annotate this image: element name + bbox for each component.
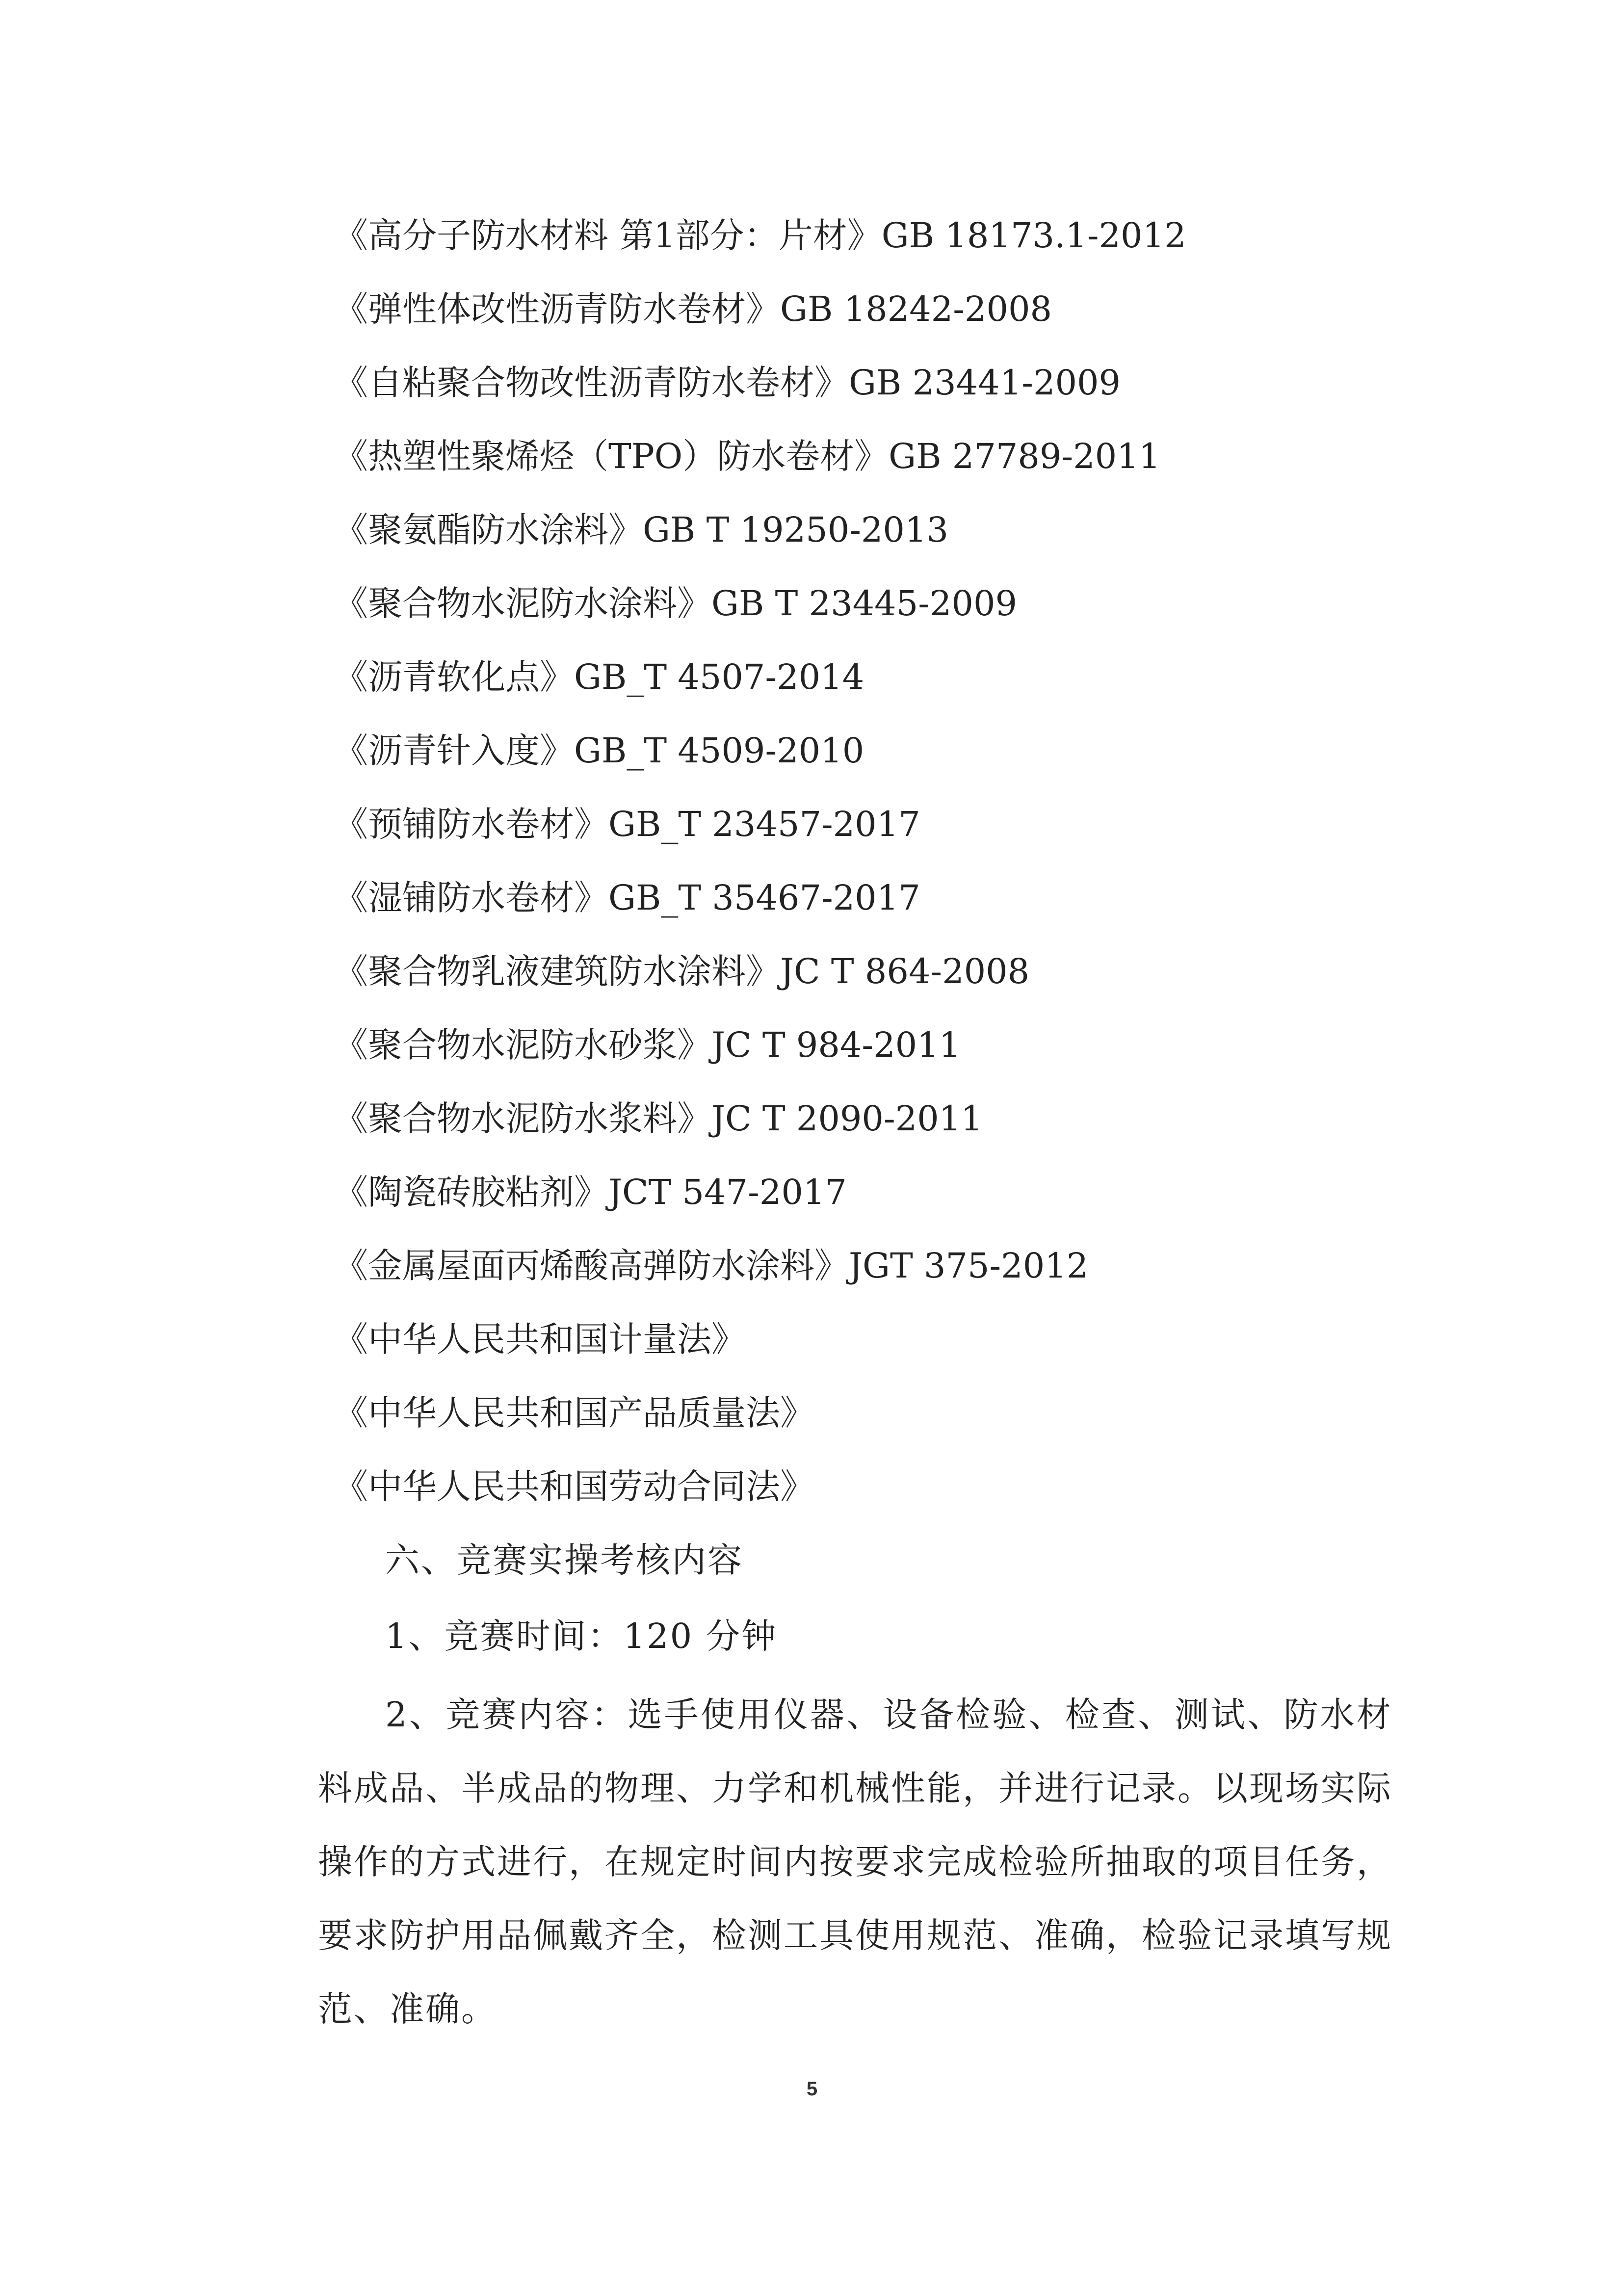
competition-time-item: 1、竞赛时间：120 分钟 — [385, 1616, 778, 1656]
reference-line: 《沥青针入度》GB_T 4509-2010 — [334, 731, 864, 771]
reference-line: 《中华人民共和国产品质量法》 — [334, 1393, 814, 1433]
reference-line: 《预铺防水卷材》GB_T 23457-2017 — [334, 804, 920, 844]
reference-line: 《热塑性聚烯烃（TPO）防水卷材》GB 27789-2011 — [334, 436, 1161, 476]
reference-line: 《聚合物乳液建筑防水涂料》JC T 864-2008 — [334, 951, 1030, 991]
reference-line: 《高分子防水材料 第1部分：片材》GB 18173.1-2012 — [334, 215, 1186, 256]
reference-line: 《聚氨酯防水涂料》GB T 19250-2013 — [334, 510, 949, 550]
section-heading: 六、竞赛实操考核内容 — [385, 1540, 743, 1580]
reference-line: 《沥青软化点》GB_T 4507-2014 — [334, 657, 864, 697]
reference-line: 《弹性体改性沥青防水卷材》GB 18242-2008 — [334, 289, 1052, 329]
reference-line: 《自粘聚合物改性沥青防水卷材》GB 23441-2009 — [334, 363, 1121, 403]
reference-line: 《中华人民共和国计量法》 — [334, 1319, 746, 1359]
reference-line: 《聚合物水泥防水浆料》JC T 2090-2011 — [334, 1098, 983, 1139]
reference-line: 《中华人民共和国劳动合同法》 — [334, 1466, 814, 1507]
page-number: 5 — [806, 2078, 818, 2100]
reference-line: 《聚合物水泥防水砂浆》JC T 984-2011 — [334, 1025, 961, 1065]
reference-line: 《陶瓷砖胶粘剂》JCT 547-2017 — [334, 1172, 847, 1212]
competition-content-paragraph: 2、竞赛内容：选手使用仪器、设备检验、检查、测试、防水材料成品、半成品的物理、力学和机械性能，并进行记录。以现场实际操作的方式进行，在规定时间内按要求完成检验所抽取的项目任务，要求防护用品佩戴齐全，检测工具使用规范、准确，检验记录填写规范、准确。 — [318, 1695, 1392, 2029]
reference-line: 《聚合物水泥防水涂料》GB T 23445-2009 — [334, 583, 1018, 624]
reference-line: 《金属屋面丙烯酸高弹防水涂料》JGT 375-2012 — [334, 1246, 1089, 1286]
reference-line: 《湿铺防水卷材》GB_T 35467-2017 — [334, 878, 920, 918]
